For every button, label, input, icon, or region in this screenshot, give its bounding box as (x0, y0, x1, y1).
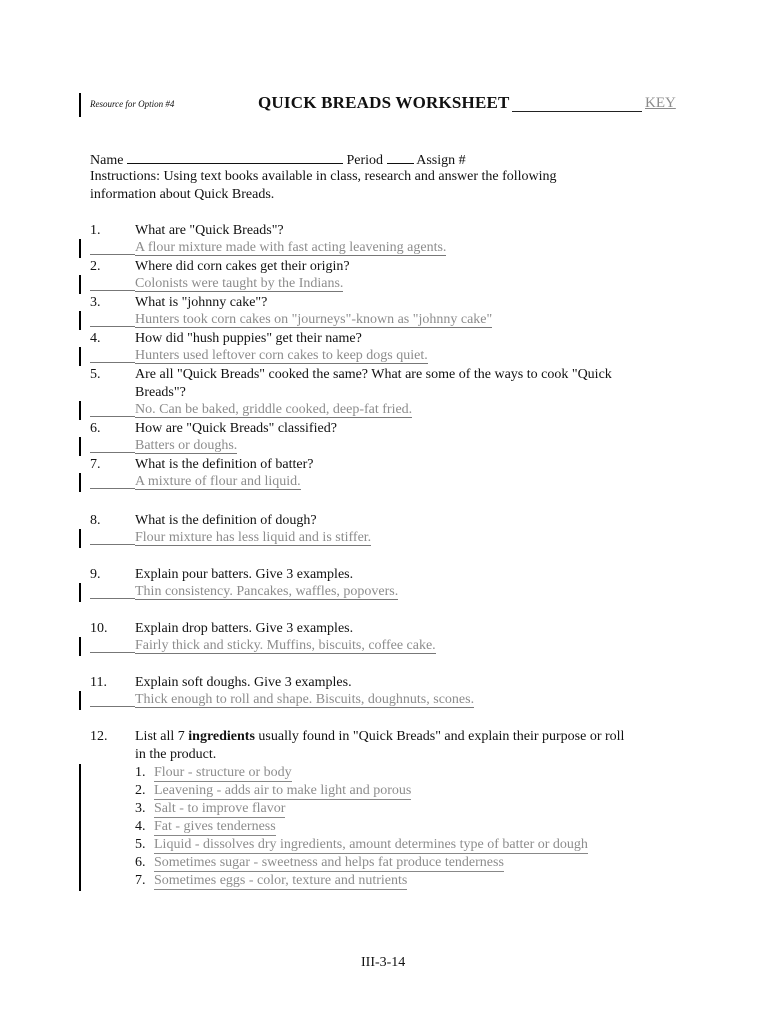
answer-text: Flour mixture has less liquid and is stiffer. (135, 530, 372, 545)
ingredient-number: 1. (135, 765, 146, 780)
revision-bar (79, 275, 81, 294)
answer-row (90, 348, 428, 364)
revision-bar (79, 347, 81, 366)
question-text-continued: in the product. (135, 747, 217, 762)
answer-row (90, 312, 492, 328)
answer-row (90, 402, 412, 418)
question-text: Explain soft doughs. Give 3 examples. (135, 675, 352, 690)
revision-bar (79, 764, 81, 891)
revision-bar (79, 239, 81, 258)
question-number: 12. (90, 729, 108, 744)
answer-row (90, 584, 398, 600)
question-text: Are all "Quick Breads" cooked the same? What are some of the ways to cook "Quick (135, 367, 612, 382)
ingredient-answer: Leavening - adds air to make light and porous (154, 783, 412, 798)
revision-bar (79, 637, 81, 656)
answer-row (90, 276, 343, 292)
instructions-line-1: Instructions: Using text books available in class, research and answer the following (90, 169, 557, 184)
revision-bar (79, 311, 81, 330)
ingredient-answer: Sometimes eggs - color, texture and nutrients (154, 873, 408, 888)
page-title: QUICK BREADS WORKSHEET (258, 93, 510, 112)
question-number: 9. (90, 567, 101, 582)
revision-bar (79, 473, 81, 492)
emphasis-ingredients: ingredients (188, 729, 255, 744)
key-label: KEY (645, 95, 676, 111)
question-number: 5. (90, 367, 101, 382)
question-text: What is "johnny cake"? (135, 295, 268, 310)
ingredient-answer: Fat - gives tenderness (154, 819, 276, 834)
name-label: Name (90, 153, 124, 168)
ingredient-number: 6. (135, 855, 146, 870)
revision-bar (79, 401, 81, 420)
question-text: Explain drop batters. Give 3 examples. (135, 621, 354, 636)
question-number: 6. (90, 421, 101, 436)
question-number: 3. (90, 295, 101, 310)
answer-text: A flour mixture made with fast acting leavening agents. (135, 240, 447, 255)
ingredient-number: 3. (135, 801, 146, 816)
question-text: What is the definition of batter? (135, 457, 314, 472)
ingredient-number: 2. (135, 783, 146, 798)
name-row (90, 150, 466, 170)
ingredient-answer: Sometimes sugar - sweetness and helps fat produce tenderness (154, 855, 504, 870)
answer-row (90, 474, 301, 490)
question-text: How did "hush puppies" get their name? (135, 331, 362, 346)
question-text: How are "Quick Breads" classified? (135, 421, 337, 436)
question-text: What are "Quick Breads"? (135, 223, 284, 238)
answer-row (90, 530, 371, 546)
period-field[interactable] (387, 150, 414, 164)
revision-bar (79, 529, 81, 548)
ingredient-answer: Flour - structure or body (154, 765, 292, 780)
answer-row (90, 638, 436, 654)
ingredient-answer: Liquid - dissolves dry ingredients, amount determines type of batter or dough (154, 837, 588, 852)
answer-text: Thin consistency. Pancakes, waffles, popovers. (135, 584, 399, 599)
question-number: 7. (90, 457, 101, 472)
ingredient-number: 7. (135, 873, 146, 888)
page-number: III-3-14 (361, 955, 406, 970)
answer-row (90, 438, 237, 454)
question-text-continued: Breads"? (135, 385, 186, 400)
question-number: 2. (90, 259, 101, 274)
answer-text: Hunters took corn cakes on "journeys"-known as "johnny cake" (135, 312, 493, 327)
name-field[interactable] (127, 150, 343, 164)
ingredient-answer: Salt - to improve flavor (154, 801, 286, 816)
answer-text: No. Can be baked, griddle cooked, deep-fat fried. (135, 402, 413, 417)
answer-text: Hunters used leftover corn cakes to keep dogs quiet. (135, 348, 428, 363)
question-number: 4. (90, 331, 101, 346)
ingredient-number: 5. (135, 837, 146, 852)
answer-text: A mixture of flour and liquid. (135, 474, 301, 489)
title-underline (512, 111, 642, 112)
answer-text: Fairly thick and sticky. Muffins, biscuits, coffee cake. (135, 638, 436, 653)
question-number: 11. (90, 675, 107, 690)
period-label: Period (346, 153, 383, 168)
revision-bar (79, 93, 81, 117)
answer-text: Colonists were taught by the Indians. (135, 276, 344, 291)
answer-row (90, 240, 446, 256)
question-text: Where did corn cakes get their origin? (135, 259, 350, 274)
instructions-line-2: information about Quick Breads. (90, 187, 275, 202)
question-text: What is the definition of dough? (135, 513, 317, 528)
answer-text: Batters or doughs. (135, 438, 238, 453)
revision-bar (79, 583, 81, 602)
assign-label: Assign # (416, 153, 466, 168)
question-number: 10. (90, 621, 108, 636)
question-number: 1. (90, 223, 101, 238)
question-text: Explain pour batters. Give 3 examples. (135, 567, 354, 582)
ingredient-number: 4. (135, 819, 146, 834)
revision-bar (79, 437, 81, 456)
answer-row (90, 692, 474, 708)
revision-bar (79, 691, 81, 710)
resource-label: Resource for Option #4 (90, 99, 175, 109)
question-number: 8. (90, 513, 101, 528)
question-text: List all 7 ingredients usually found in "Quick Breads" and explain their purpose or roll (135, 729, 625, 744)
answer-text: Thick enough to roll and shape. Biscuits, doughnuts, scones. (135, 692, 475, 707)
